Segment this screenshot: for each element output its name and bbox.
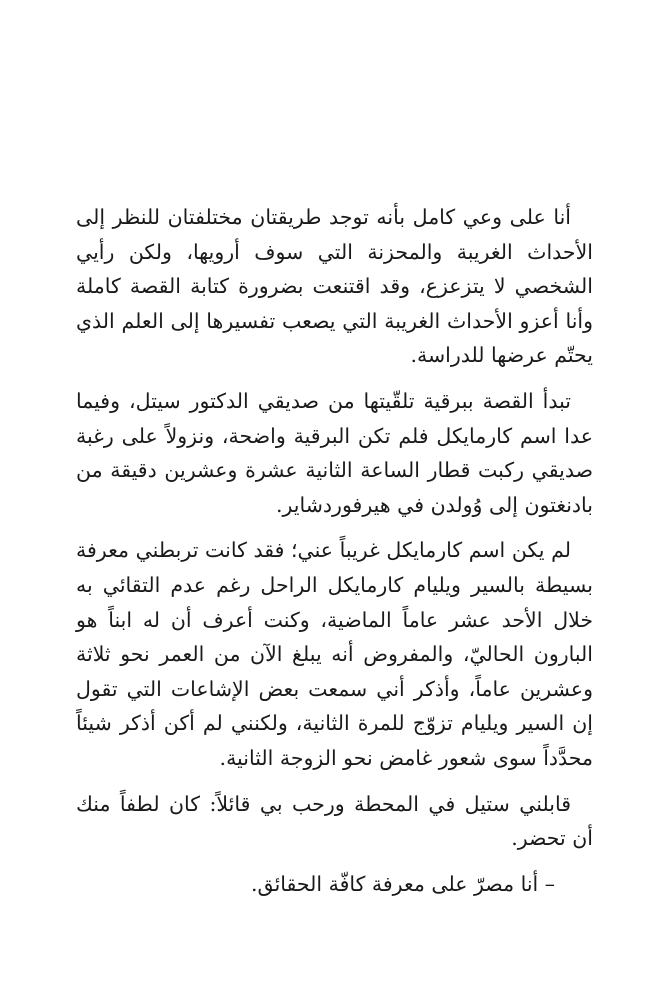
paragraph-1: أنا على وعي كامل بأنه توجد طريقتان مختلفتان للنظر إلى الأحداث الغريبة والمحزنة التي سوف أرويها، ولكن رأيي الشخصي لا يتزعزع، وقد اقتنعت بضرورة كتابة القصة كاملة وأنا أعزو الأحداث الغريبة التي يصعب تفسيرها إلى العلم الذي يحتّم عرضها للدراسة. (76, 205, 593, 368)
paragraph-4: قابلني ستيل في المحطة ورحب بي قائلاً: كان لطفاً منك أن تحضر. (76, 791, 593, 851)
dialogue-line: – أنا مصرّ على معرفة كافّة الحقائق. (250, 871, 555, 896)
book-page (0, 200, 651, 912)
paragraph-3: لم يكن اسم كارمايكل غريباً عني؛ فقد كانت تربطني معرفة بسيطة بالسير ويليام كارمايكل الراحل رغم عدم التقائي به خلال الأحد عشر عاماً الماضية، وكنت أعرف أن له ابناً هو البارون الحاليّ، والمفروض أنه يبلغ الآن من العمر نحو ثلاثة وعشرين عاماً، وأذكر أني سمعت بعض الإشاعات التي تقول إن السير ويليام تزوّج للمرة الثانية، ولكنني لم أكن أذكر شيئاً محدَّداً سوى شعور غامض نحو الزوجة الثانية. (76, 538, 593, 770)
paragraph-2: تبدأ القصة ببرقية تلقّيتها من صديقي الدكتور سيتل، وفيما عدا اسم كارمايكل فلم تكن البرقية واضحة، ونزولاً على رغبة صديقي ركبت قطار الساعة الثانية عشرة وعشرين دقيقة من بادنغتون إلى وُولدن في هيرفوردشاير. (76, 388, 593, 517)
